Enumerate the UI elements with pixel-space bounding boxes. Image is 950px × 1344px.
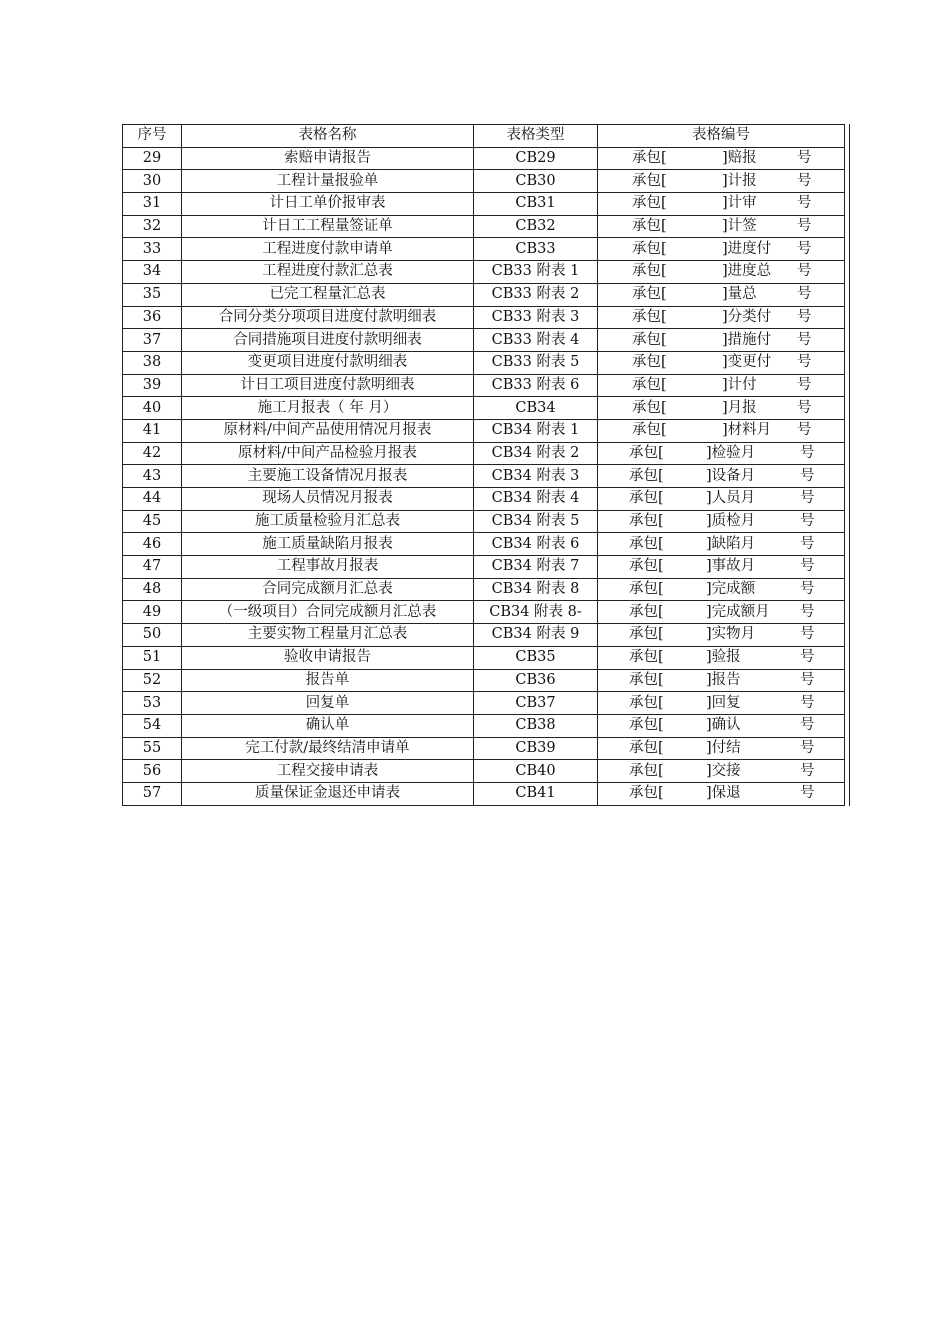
row-form-code bbox=[598, 306, 845, 329]
form-code-wrap bbox=[598, 579, 844, 600]
form-code-suffix: 号 bbox=[797, 308, 812, 325]
row-form-code bbox=[598, 760, 845, 783]
form-code-prefix: 承包[ bbox=[629, 717, 664, 734]
row-form-code bbox=[598, 215, 845, 238]
form-code-abbrev: ]交接 bbox=[706, 762, 741, 779]
row-form-type: CB34 附表 9 bbox=[474, 624, 598, 647]
row-form-type: CB29 bbox=[474, 147, 598, 170]
row-form-code bbox=[598, 374, 845, 397]
row-form-type: CB40 bbox=[474, 760, 598, 783]
row-seq: 39 bbox=[123, 374, 182, 397]
form-code-prefix: 承包[ bbox=[629, 694, 664, 711]
row-form-name: 计日工单价报审表 bbox=[182, 193, 474, 216]
row-form-code bbox=[598, 351, 845, 374]
form-code-abbrev: ]确认 bbox=[706, 717, 741, 734]
row-form-name: 施工质量缺陷月报表 bbox=[182, 533, 474, 556]
form-code-abbrev: ]进度付 bbox=[722, 240, 772, 257]
row-form-type: CB34 附表 7 bbox=[474, 556, 598, 579]
form-code-abbrev: ]完成额月 bbox=[706, 603, 770, 620]
row-form-name: 完工付款/最终结清申请单 bbox=[182, 737, 474, 760]
row-form-name: 计日工工程量签证单 bbox=[182, 215, 474, 238]
row-form-code bbox=[598, 442, 845, 465]
form-code-suffix: 号 bbox=[800, 581, 815, 598]
row-seq: 44 bbox=[123, 488, 182, 511]
form-code-suffix: 号 bbox=[797, 240, 812, 257]
form-code-abbrev: ]计签 bbox=[722, 218, 757, 235]
row-form-type: CB33 附表 3 bbox=[474, 306, 598, 329]
row-seq: 30 bbox=[123, 170, 182, 193]
table-row bbox=[123, 760, 845, 783]
form-code-wrap bbox=[598, 715, 844, 736]
form-code-suffix: 号 bbox=[800, 558, 815, 575]
form-code-wrap bbox=[598, 284, 844, 305]
form-code-abbrev: ]计付 bbox=[722, 376, 757, 393]
table-row bbox=[123, 669, 845, 692]
table-row bbox=[123, 419, 845, 442]
form-code-abbrev: ]保退 bbox=[706, 785, 741, 802]
header-name: 表格名称 bbox=[182, 125, 474, 148]
form-code-abbrev: ]检验月 bbox=[706, 444, 756, 461]
form-code-prefix: 承包[ bbox=[629, 762, 664, 779]
table-row bbox=[123, 329, 845, 352]
table-row bbox=[123, 193, 845, 216]
row-form-name: 工程事故月报表 bbox=[182, 556, 474, 579]
form-code-abbrev: ]质检月 bbox=[706, 513, 756, 530]
form-code-wrap bbox=[598, 488, 844, 509]
table-row bbox=[123, 646, 845, 669]
row-form-code bbox=[598, 601, 845, 624]
form-code-abbrev: ]报告 bbox=[706, 671, 741, 688]
row-form-name: 已完工程量汇总表 bbox=[182, 283, 474, 306]
row-seq: 42 bbox=[123, 442, 182, 465]
row-seq: 52 bbox=[123, 669, 182, 692]
table-row bbox=[123, 714, 845, 737]
row-form-code bbox=[598, 782, 845, 805]
row-seq: 38 bbox=[123, 351, 182, 374]
row-form-type: CB34 附表 5 bbox=[474, 510, 598, 533]
form-code-suffix: 号 bbox=[797, 286, 812, 303]
form-code-wrap bbox=[598, 375, 844, 396]
form-code-prefix: 承包[ bbox=[629, 739, 664, 756]
row-form-name: 工程计量报验单 bbox=[182, 170, 474, 193]
form-code-abbrev: ]验报 bbox=[706, 649, 741, 666]
form-code-prefix: 承包[ bbox=[632, 172, 667, 189]
row-form-type: CB32 bbox=[474, 215, 598, 238]
row-form-code bbox=[598, 488, 845, 511]
row-form-type: CB33 附表 4 bbox=[474, 329, 598, 352]
row-form-type: CB34 附表 8 bbox=[474, 578, 598, 601]
row-form-code bbox=[598, 510, 845, 533]
form-code-suffix: 号 bbox=[800, 467, 815, 484]
row-form-code bbox=[598, 714, 845, 737]
row-form-name: 主要施工设备情况月报表 bbox=[182, 465, 474, 488]
form-code-abbrev: ]月报 bbox=[722, 399, 757, 416]
form-code-suffix: 号 bbox=[797, 263, 812, 280]
form-index-body bbox=[123, 125, 845, 806]
form-code-abbrev: ]计报 bbox=[722, 172, 757, 189]
form-code-prefix: 承包[ bbox=[629, 581, 664, 598]
row-form-name: 施工月报表（ 年 月） bbox=[182, 397, 474, 420]
form-code-suffix: 号 bbox=[800, 717, 815, 734]
form-code-wrap bbox=[598, 670, 844, 691]
form-code-wrap bbox=[598, 693, 844, 714]
row-form-name: 回复单 bbox=[182, 692, 474, 715]
row-form-code bbox=[598, 578, 845, 601]
form-code-abbrev: ]赔报 bbox=[722, 150, 757, 167]
form-code-wrap bbox=[598, 556, 844, 577]
row-form-type: CB34 附表 6 bbox=[474, 533, 598, 556]
table-row bbox=[123, 737, 845, 760]
row-form-type: CB33 bbox=[474, 238, 598, 261]
form-code-abbrev: ]事故月 bbox=[706, 558, 756, 575]
form-code-prefix: 承包[ bbox=[632, 150, 667, 167]
form-code-abbrev: ]设备月 bbox=[706, 467, 756, 484]
row-form-type: CB34 bbox=[474, 397, 598, 420]
form-code-suffix: 号 bbox=[800, 603, 815, 620]
form-code-suffix: 号 bbox=[797, 354, 812, 371]
row-form-code bbox=[598, 692, 845, 715]
row-seq: 48 bbox=[123, 578, 182, 601]
row-seq: 37 bbox=[123, 329, 182, 352]
row-form-name: 工程交接申请表 bbox=[182, 760, 474, 783]
row-seq: 29 bbox=[123, 147, 182, 170]
row-seq: 50 bbox=[123, 624, 182, 647]
form-code-abbrev: ]措施付 bbox=[722, 331, 772, 348]
row-form-type: CB31 bbox=[474, 193, 598, 216]
form-code-prefix: 承包[ bbox=[629, 785, 664, 802]
row-form-code bbox=[598, 419, 845, 442]
row-form-code bbox=[598, 261, 845, 284]
row-form-code bbox=[598, 556, 845, 579]
row-form-type: CB36 bbox=[474, 669, 598, 692]
form-code-suffix: 号 bbox=[797, 218, 812, 235]
row-form-type: CB33 附表 5 bbox=[474, 351, 598, 374]
row-seq: 46 bbox=[123, 533, 182, 556]
form-code-wrap bbox=[598, 420, 844, 441]
form-code-suffix: 号 bbox=[800, 626, 815, 643]
form-code-suffix: 号 bbox=[797, 399, 812, 416]
form-code-suffix: 号 bbox=[800, 490, 815, 507]
form-code-abbrev: ]材料月 bbox=[722, 422, 772, 439]
row-form-name: 合同分类分项项目进度付款明细表 bbox=[182, 306, 474, 329]
form-code-suffix: 号 bbox=[800, 739, 815, 756]
form-code-prefix: 承包[ bbox=[629, 626, 664, 643]
form-code-prefix: 承包[ bbox=[629, 671, 664, 688]
form-code-wrap bbox=[598, 216, 844, 237]
row-form-name: 验收申请报告 bbox=[182, 646, 474, 669]
form-code-prefix: 承包[ bbox=[629, 490, 664, 507]
form-code-wrap bbox=[598, 307, 844, 328]
row-seq: 49 bbox=[123, 601, 182, 624]
form-code-wrap bbox=[598, 171, 844, 192]
table-row bbox=[123, 238, 845, 261]
row-form-name: 变更项目进度付款明细表 bbox=[182, 351, 474, 374]
row-seq: 32 bbox=[123, 215, 182, 238]
table-right-edge bbox=[849, 124, 850, 806]
table-row bbox=[123, 147, 845, 170]
row-form-name: 主要实物工程量月汇总表 bbox=[182, 624, 474, 647]
form-code-prefix: 承包[ bbox=[632, 354, 667, 371]
form-code-prefix: 承包[ bbox=[632, 218, 667, 235]
table-row bbox=[123, 283, 845, 306]
form-code-wrap bbox=[598, 352, 844, 373]
row-seq: 31 bbox=[123, 193, 182, 216]
form-code-suffix: 号 bbox=[797, 422, 812, 439]
row-seq: 41 bbox=[123, 419, 182, 442]
row-seq: 51 bbox=[123, 646, 182, 669]
row-form-name: 现场人员情况月报表 bbox=[182, 488, 474, 511]
table-row bbox=[123, 510, 845, 533]
row-form-name: 报告单 bbox=[182, 669, 474, 692]
row-seq: 47 bbox=[123, 556, 182, 579]
row-seq: 55 bbox=[123, 737, 182, 760]
table-row bbox=[123, 533, 845, 556]
row-form-code bbox=[598, 533, 845, 556]
row-form-type: CB34 附表 3 bbox=[474, 465, 598, 488]
row-form-type: CB33 附表 6 bbox=[474, 374, 598, 397]
form-code-prefix: 承包[ bbox=[629, 535, 664, 552]
form-code-wrap bbox=[598, 738, 844, 759]
form-code-wrap bbox=[598, 602, 844, 623]
row-seq: 33 bbox=[123, 238, 182, 261]
table-row bbox=[123, 170, 845, 193]
form-code-abbrev: ]付结 bbox=[706, 739, 741, 756]
row-form-code bbox=[598, 737, 845, 760]
header-code: 表格编号 bbox=[598, 125, 845, 148]
table-row bbox=[123, 351, 845, 374]
form-code-abbrev: ]进度总 bbox=[722, 263, 772, 280]
form-code-suffix: 号 bbox=[800, 649, 815, 666]
form-code-prefix: 承包[ bbox=[632, 195, 667, 212]
table-row bbox=[123, 374, 845, 397]
table-row bbox=[123, 556, 845, 579]
row-form-code bbox=[598, 669, 845, 692]
row-form-code bbox=[598, 397, 845, 420]
row-form-name: 计日工项目进度付款明细表 bbox=[182, 374, 474, 397]
row-form-type: CB35 bbox=[474, 646, 598, 669]
row-form-code bbox=[598, 193, 845, 216]
table-row bbox=[123, 782, 845, 805]
form-code-wrap bbox=[598, 466, 844, 487]
form-code-wrap bbox=[598, 261, 844, 282]
row-form-code bbox=[598, 624, 845, 647]
table-row bbox=[123, 397, 845, 420]
form-code-suffix: 号 bbox=[797, 331, 812, 348]
form-code-prefix: 承包[ bbox=[629, 513, 664, 530]
row-form-type: CB34 附表 4 bbox=[474, 488, 598, 511]
form-code-wrap bbox=[598, 511, 844, 532]
form-code-suffix: 号 bbox=[800, 513, 815, 530]
table-row bbox=[123, 465, 845, 488]
form-index-table bbox=[122, 124, 845, 806]
form-code-prefix: 承包[ bbox=[629, 444, 664, 461]
form-code-abbrev: ]缺陷月 bbox=[706, 535, 756, 552]
form-code-prefix: 承包[ bbox=[629, 558, 664, 575]
table-row bbox=[123, 306, 845, 329]
header-seq: 序号 bbox=[123, 125, 182, 148]
row-seq: 54 bbox=[123, 714, 182, 737]
form-code-wrap bbox=[598, 761, 844, 782]
row-form-type: CB30 bbox=[474, 170, 598, 193]
form-code-suffix: 号 bbox=[797, 376, 812, 393]
row-form-code bbox=[598, 147, 845, 170]
form-code-abbrev: ]量总 bbox=[722, 286, 757, 303]
row-form-type: CB39 bbox=[474, 737, 598, 760]
form-code-abbrev: ]人员月 bbox=[706, 490, 756, 507]
row-form-name: 原材料/中间产品使用情况月报表 bbox=[182, 419, 474, 442]
form-code-wrap bbox=[598, 647, 844, 668]
form-code-abbrev: ]计审 bbox=[722, 195, 757, 212]
form-code-suffix: 号 bbox=[800, 671, 815, 688]
header-type: 表格类型 bbox=[474, 125, 598, 148]
form-code-wrap bbox=[598, 239, 844, 260]
form-code-suffix: 号 bbox=[800, 785, 815, 802]
row-form-name: 施工质量检验月汇总表 bbox=[182, 510, 474, 533]
form-code-suffix: 号 bbox=[800, 535, 815, 552]
row-form-type: CB34 附表 1 bbox=[474, 419, 598, 442]
row-form-code bbox=[598, 646, 845, 669]
table-row bbox=[123, 442, 845, 465]
form-code-prefix: 承包[ bbox=[629, 649, 664, 666]
form-code-prefix: 承包[ bbox=[632, 286, 667, 303]
form-code-prefix: 承包[ bbox=[632, 399, 667, 416]
row-form-name: 合同措施项目进度付款明细表 bbox=[182, 329, 474, 352]
form-code-wrap bbox=[598, 443, 844, 464]
table-row bbox=[123, 488, 845, 511]
row-form-name: 工程进度付款申请单 bbox=[182, 238, 474, 261]
form-code-suffix: 号 bbox=[800, 444, 815, 461]
form-code-abbrev: ]完成额 bbox=[706, 581, 756, 598]
row-seq: 34 bbox=[123, 261, 182, 284]
row-form-type: CB37 bbox=[474, 692, 598, 715]
form-code-suffix: 号 bbox=[797, 195, 812, 212]
table-row bbox=[123, 215, 845, 238]
form-code-prefix: 承包[ bbox=[632, 422, 667, 439]
form-code-suffix: 号 bbox=[797, 150, 812, 167]
row-seq: 35 bbox=[123, 283, 182, 306]
row-seq: 40 bbox=[123, 397, 182, 420]
form-code-abbrev: ]实物月 bbox=[706, 626, 756, 643]
form-code-wrap bbox=[598, 398, 844, 419]
row-form-name: 原材料/中间产品检验月报表 bbox=[182, 442, 474, 465]
row-form-name: （一级项目）合同完成额月汇总表 bbox=[182, 601, 474, 624]
table-row bbox=[123, 261, 845, 284]
table-header-row bbox=[123, 125, 845, 148]
form-code-wrap bbox=[598, 193, 844, 214]
form-code-prefix: 承包[ bbox=[629, 603, 664, 620]
form-code-prefix: 承包[ bbox=[632, 263, 667, 280]
form-code-abbrev: ]变更付 bbox=[722, 354, 772, 371]
form-code-prefix: 承包[ bbox=[632, 376, 667, 393]
row-form-type: CB34 附表 8- bbox=[474, 601, 598, 624]
row-form-code bbox=[598, 283, 845, 306]
row-form-type: CB34 附表 2 bbox=[474, 442, 598, 465]
row-form-type: CB38 bbox=[474, 714, 598, 737]
form-code-suffix: 号 bbox=[797, 172, 812, 189]
row-seq: 57 bbox=[123, 782, 182, 805]
table-row bbox=[123, 578, 845, 601]
form-code-prefix: 承包[ bbox=[632, 308, 667, 325]
row-seq: 43 bbox=[123, 465, 182, 488]
table-row bbox=[123, 624, 845, 647]
table-row bbox=[123, 692, 845, 715]
form-code-wrap bbox=[598, 148, 844, 169]
row-form-name: 工程进度付款汇总表 bbox=[182, 261, 474, 284]
row-form-name: 确认单 bbox=[182, 714, 474, 737]
form-code-wrap bbox=[598, 783, 844, 804]
row-form-code bbox=[598, 238, 845, 261]
row-seq: 45 bbox=[123, 510, 182, 533]
row-form-name: 合同完成额月汇总表 bbox=[182, 578, 474, 601]
form-code-suffix: 号 bbox=[800, 694, 815, 711]
table-row bbox=[123, 601, 845, 624]
form-code-abbrev: ]回复 bbox=[706, 694, 741, 711]
row-seq: 56 bbox=[123, 760, 182, 783]
row-form-name: 索赔申请报告 bbox=[182, 147, 474, 170]
row-form-code bbox=[598, 329, 845, 352]
row-form-type: CB33 附表 1 bbox=[474, 261, 598, 284]
form-code-wrap bbox=[598, 624, 844, 645]
form-code-prefix: 承包[ bbox=[632, 240, 667, 257]
form-code-prefix: 承包[ bbox=[632, 331, 667, 348]
form-code-abbrev: ]分类付 bbox=[722, 308, 772, 325]
row-form-type: CB33 附表 2 bbox=[474, 283, 598, 306]
row-seq: 53 bbox=[123, 692, 182, 715]
form-code-wrap bbox=[598, 330, 844, 351]
row-form-code bbox=[598, 465, 845, 488]
row-form-name: 质量保证金退还申请表 bbox=[182, 782, 474, 805]
form-code-suffix: 号 bbox=[800, 762, 815, 779]
row-form-type: CB41 bbox=[474, 782, 598, 805]
form-code-prefix: 承包[ bbox=[629, 467, 664, 484]
row-form-code bbox=[598, 170, 845, 193]
row-seq: 36 bbox=[123, 306, 182, 329]
form-code-wrap bbox=[598, 534, 844, 555]
